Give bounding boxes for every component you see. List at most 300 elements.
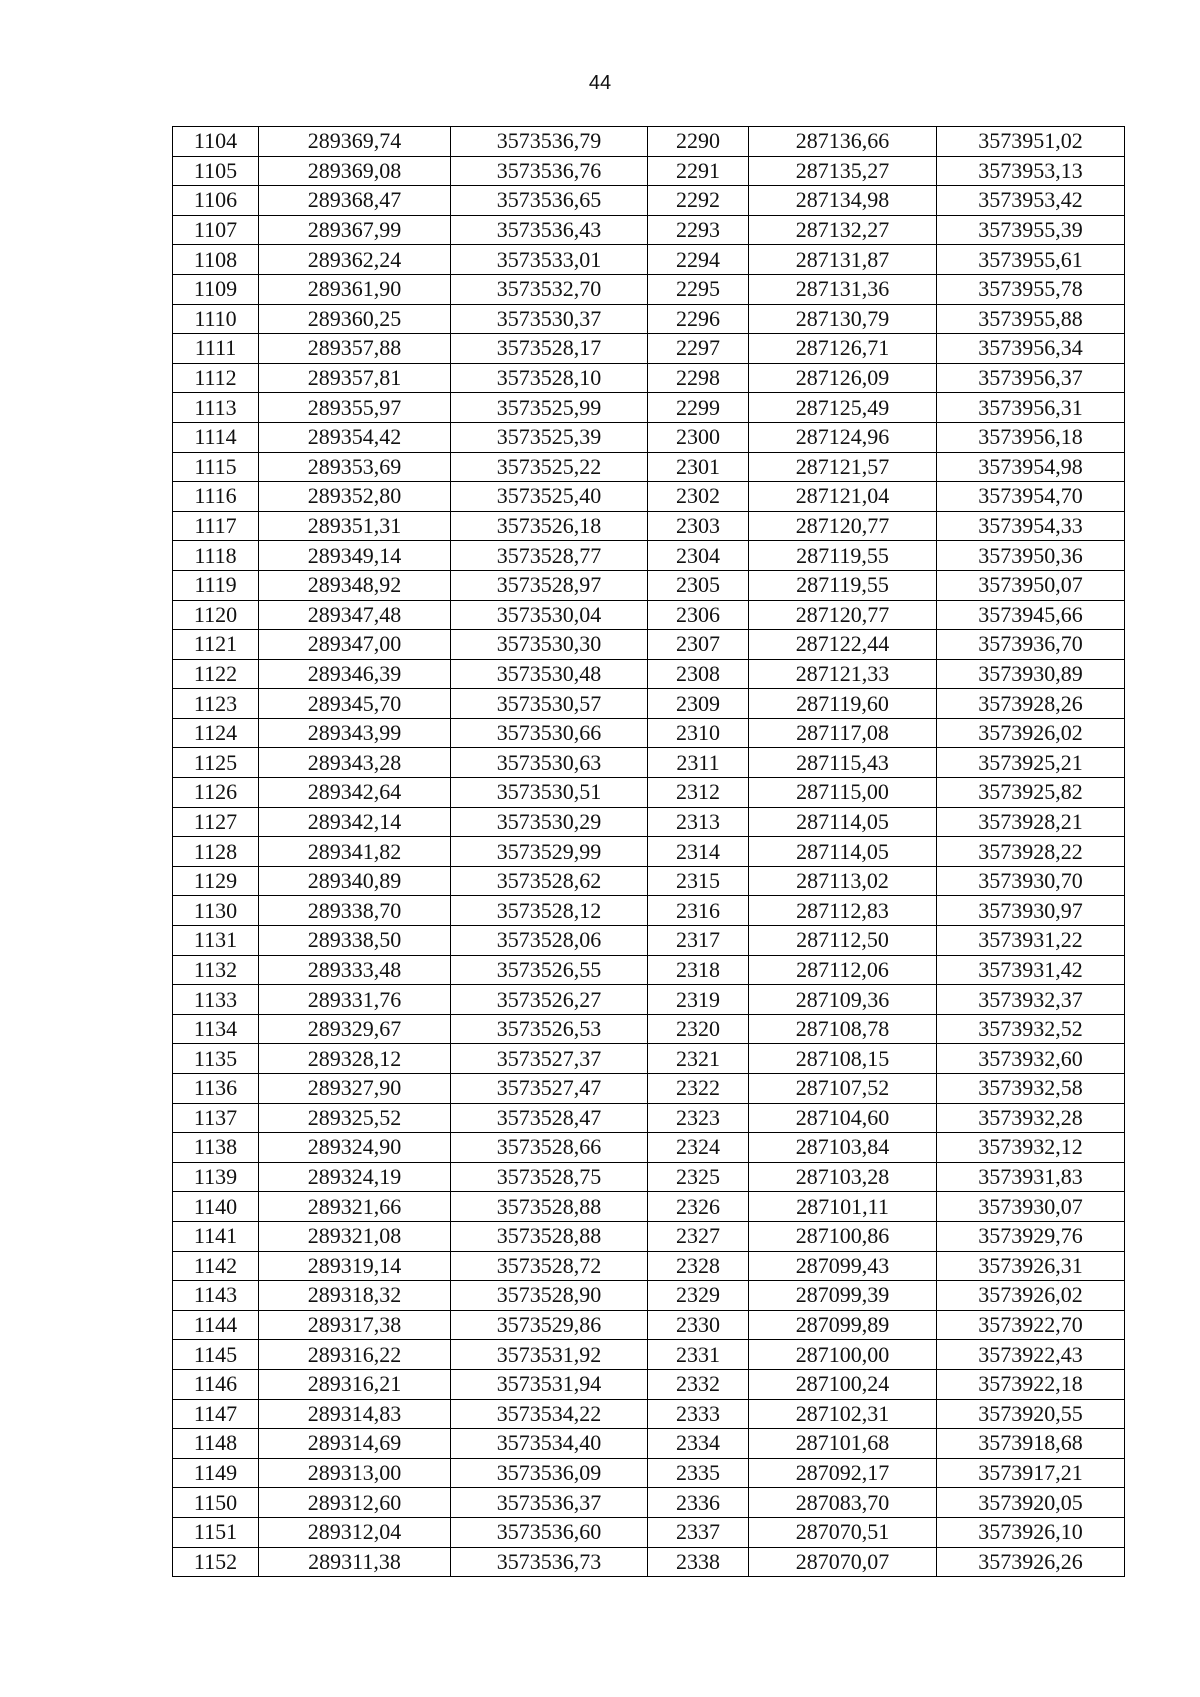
x-coordinate-cell: 287136,66 xyxy=(749,127,937,157)
x-coordinate-cell: 289368,47 xyxy=(259,186,451,216)
point-number-cell: 1138 xyxy=(173,1133,259,1163)
table-row xyxy=(173,1310,1125,1340)
y-coordinate-cell: 3573950,07 xyxy=(937,570,1125,600)
y-coordinate-cell: 3573526,53 xyxy=(451,1014,648,1044)
x-coordinate-cell: 289333,48 xyxy=(259,955,451,985)
point-number-cell: 1129 xyxy=(173,866,259,896)
point-number-cell: 1121 xyxy=(173,630,259,660)
x-coordinate-cell: 289328,12 xyxy=(259,1044,451,1074)
point-number-cell: 1110 xyxy=(173,304,259,334)
point-number-cell: 2330 xyxy=(648,1310,749,1340)
y-coordinate-cell: 3573536,76 xyxy=(451,156,648,186)
table-row xyxy=(173,1074,1125,1104)
y-coordinate-cell: 3573925,21 xyxy=(937,748,1125,778)
x-coordinate-cell: 287102,31 xyxy=(749,1399,937,1429)
table-row xyxy=(173,1399,1125,1429)
point-number-cell: 2313 xyxy=(648,807,749,837)
x-coordinate-cell: 287108,78 xyxy=(749,1014,937,1044)
x-coordinate-cell: 289361,90 xyxy=(259,274,451,304)
point-number-cell: 1104 xyxy=(173,127,259,157)
x-coordinate-cell: 287130,79 xyxy=(749,304,937,334)
y-coordinate-cell: 3573954,33 xyxy=(937,511,1125,541)
point-number-cell: 1143 xyxy=(173,1281,259,1311)
point-number-cell: 2338 xyxy=(648,1547,749,1577)
table-row xyxy=(173,245,1125,275)
point-number-cell: 2311 xyxy=(648,748,749,778)
y-coordinate-cell: 3573955,61 xyxy=(937,245,1125,275)
y-coordinate-cell: 3573536,73 xyxy=(451,1547,648,1577)
point-number-cell: 1111 xyxy=(173,334,259,364)
x-coordinate-cell: 287103,84 xyxy=(749,1133,937,1163)
x-coordinate-cell: 287120,77 xyxy=(749,600,937,630)
point-number-cell: 2290 xyxy=(648,127,749,157)
table-row xyxy=(173,1162,1125,1192)
table-row xyxy=(173,837,1125,867)
table-row xyxy=(173,807,1125,837)
x-coordinate-cell: 287131,36 xyxy=(749,274,937,304)
table-row xyxy=(173,778,1125,808)
table-row xyxy=(173,274,1125,304)
y-coordinate-cell: 3573536,37 xyxy=(451,1488,648,1518)
x-coordinate-cell: 289354,42 xyxy=(259,422,451,452)
table-row xyxy=(173,1429,1125,1459)
y-coordinate-cell: 3573956,31 xyxy=(937,393,1125,423)
y-coordinate-cell: 3573530,04 xyxy=(451,600,648,630)
point-number-cell: 2324 xyxy=(648,1133,749,1163)
point-number-cell: 2293 xyxy=(648,215,749,245)
point-number-cell: 1115 xyxy=(173,452,259,482)
y-coordinate-cell: 3573528,10 xyxy=(451,363,648,393)
point-number-cell: 2298 xyxy=(648,363,749,393)
x-coordinate-cell: 289348,92 xyxy=(259,570,451,600)
point-number-cell: 2323 xyxy=(648,1103,749,1133)
table-row xyxy=(173,985,1125,1015)
point-number-cell: 1142 xyxy=(173,1251,259,1281)
table-row xyxy=(173,570,1125,600)
point-number-cell: 2317 xyxy=(648,926,749,956)
table-row xyxy=(173,363,1125,393)
point-number-cell: 2307 xyxy=(648,630,749,660)
y-coordinate-cell: 3573525,99 xyxy=(451,393,648,423)
table-row xyxy=(173,926,1125,956)
x-coordinate-cell: 289317,38 xyxy=(259,1310,451,1340)
point-number-cell: 1124 xyxy=(173,718,259,748)
x-coordinate-cell: 289352,80 xyxy=(259,482,451,512)
y-coordinate-cell: 3573930,97 xyxy=(937,896,1125,926)
table-row xyxy=(173,1488,1125,1518)
y-coordinate-cell: 3573528,75 xyxy=(451,1162,648,1192)
coordinates-table-body xyxy=(173,127,1125,1577)
x-coordinate-cell: 289319,14 xyxy=(259,1251,451,1281)
point-number-cell: 2315 xyxy=(648,866,749,896)
point-number-cell: 2319 xyxy=(648,985,749,1015)
x-coordinate-cell: 289345,70 xyxy=(259,689,451,719)
y-coordinate-cell: 3573530,48 xyxy=(451,659,648,689)
y-coordinate-cell: 3573526,18 xyxy=(451,511,648,541)
point-number-cell: 2308 xyxy=(648,659,749,689)
y-coordinate-cell: 3573534,40 xyxy=(451,1429,648,1459)
x-coordinate-cell: 289312,60 xyxy=(259,1488,451,1518)
x-coordinate-cell: 289338,70 xyxy=(259,896,451,926)
table-row xyxy=(173,1547,1125,1577)
point-number-cell: 2325 xyxy=(648,1162,749,1192)
y-coordinate-cell: 3573917,21 xyxy=(937,1458,1125,1488)
y-coordinate-cell: 3573527,37 xyxy=(451,1044,648,1074)
x-coordinate-cell: 289351,31 xyxy=(259,511,451,541)
y-coordinate-cell: 3573955,88 xyxy=(937,304,1125,334)
point-number-cell: 1122 xyxy=(173,659,259,689)
x-coordinate-cell: 287101,68 xyxy=(749,1429,937,1459)
x-coordinate-cell: 287120,77 xyxy=(749,511,937,541)
table-row xyxy=(173,482,1125,512)
x-coordinate-cell: 287099,43 xyxy=(749,1251,937,1281)
table-row xyxy=(173,452,1125,482)
point-number-cell: 2306 xyxy=(648,600,749,630)
point-number-cell: 1146 xyxy=(173,1369,259,1399)
point-number-cell: 1120 xyxy=(173,600,259,630)
point-number-cell: 2303 xyxy=(648,511,749,541)
y-coordinate-cell: 3573528,77 xyxy=(451,541,648,571)
coordinates-table xyxy=(172,126,1125,1577)
point-number-cell: 2329 xyxy=(648,1281,749,1311)
point-number-cell: 2334 xyxy=(648,1429,749,1459)
x-coordinate-cell: 287109,36 xyxy=(749,985,937,1015)
point-number-cell: 1133 xyxy=(173,985,259,1015)
table-row xyxy=(173,718,1125,748)
y-coordinate-cell: 3573530,51 xyxy=(451,778,648,808)
y-coordinate-cell: 3573926,26 xyxy=(937,1547,1125,1577)
x-coordinate-cell: 287122,44 xyxy=(749,630,937,660)
point-number-cell: 1108 xyxy=(173,245,259,275)
point-number-cell: 2291 xyxy=(648,156,749,186)
point-number-cell: 1125 xyxy=(173,748,259,778)
table-row xyxy=(173,1044,1125,1074)
x-coordinate-cell: 287121,57 xyxy=(749,452,937,482)
point-number-cell: 2331 xyxy=(648,1340,749,1370)
y-coordinate-cell: 3573922,43 xyxy=(937,1340,1125,1370)
point-number-cell: 1128 xyxy=(173,837,259,867)
x-coordinate-cell: 289325,52 xyxy=(259,1103,451,1133)
y-coordinate-cell: 3573928,22 xyxy=(937,837,1125,867)
y-coordinate-cell: 3573536,09 xyxy=(451,1458,648,1488)
x-coordinate-cell: 289357,88 xyxy=(259,334,451,364)
y-coordinate-cell: 3573950,36 xyxy=(937,541,1125,571)
y-coordinate-cell: 3573528,47 xyxy=(451,1103,648,1133)
point-number-cell: 1145 xyxy=(173,1340,259,1370)
point-number-cell: 1118 xyxy=(173,541,259,571)
point-number-cell: 1105 xyxy=(173,156,259,186)
point-number-cell: 1119 xyxy=(173,570,259,600)
table-row xyxy=(173,1221,1125,1251)
y-coordinate-cell: 3573530,29 xyxy=(451,807,648,837)
point-number-cell: 1135 xyxy=(173,1044,259,1074)
y-coordinate-cell: 3573529,86 xyxy=(451,1310,648,1340)
x-coordinate-cell: 287119,60 xyxy=(749,689,937,719)
y-coordinate-cell: 3573932,12 xyxy=(937,1133,1125,1163)
y-coordinate-cell: 3573926,10 xyxy=(937,1517,1125,1547)
x-coordinate-cell: 287099,89 xyxy=(749,1310,937,1340)
point-number-cell: 1137 xyxy=(173,1103,259,1133)
table-row xyxy=(173,1517,1125,1547)
table-row xyxy=(173,422,1125,452)
x-coordinate-cell: 289347,48 xyxy=(259,600,451,630)
point-number-cell: 1144 xyxy=(173,1310,259,1340)
x-coordinate-cell: 289346,39 xyxy=(259,659,451,689)
y-coordinate-cell: 3573536,43 xyxy=(451,215,648,245)
point-number-cell: 2328 xyxy=(648,1251,749,1281)
y-coordinate-cell: 3573932,60 xyxy=(937,1044,1125,1074)
point-number-cell: 2332 xyxy=(648,1369,749,1399)
y-coordinate-cell: 3573528,17 xyxy=(451,334,648,364)
x-coordinate-cell: 289312,04 xyxy=(259,1517,451,1547)
x-coordinate-cell: 289340,89 xyxy=(259,866,451,896)
x-coordinate-cell: 287132,27 xyxy=(749,215,937,245)
point-number-cell: 1150 xyxy=(173,1488,259,1518)
point-number-cell: 2309 xyxy=(648,689,749,719)
point-number-cell: 2300 xyxy=(648,422,749,452)
y-coordinate-cell: 3573928,21 xyxy=(937,807,1125,837)
point-number-cell: 2301 xyxy=(648,452,749,482)
point-number-cell: 1131 xyxy=(173,926,259,956)
y-coordinate-cell: 3573531,92 xyxy=(451,1340,648,1370)
y-coordinate-cell: 3573525,39 xyxy=(451,422,648,452)
point-number-cell: 2321 xyxy=(648,1044,749,1074)
x-coordinate-cell: 287114,05 xyxy=(749,807,937,837)
point-number-cell: 2322 xyxy=(648,1074,749,1104)
table-row xyxy=(173,1133,1125,1163)
y-coordinate-cell: 3573530,30 xyxy=(451,630,648,660)
x-coordinate-cell: 287092,17 xyxy=(749,1458,937,1488)
point-number-cell: 1113 xyxy=(173,393,259,423)
x-coordinate-cell: 289342,14 xyxy=(259,807,451,837)
x-coordinate-cell: 287131,87 xyxy=(749,245,937,275)
y-coordinate-cell: 3573528,90 xyxy=(451,1281,648,1311)
y-coordinate-cell: 3573529,99 xyxy=(451,837,648,867)
x-coordinate-cell: 289313,00 xyxy=(259,1458,451,1488)
point-number-cell: 1109 xyxy=(173,274,259,304)
point-number-cell: 2304 xyxy=(648,541,749,571)
x-coordinate-cell: 287112,83 xyxy=(749,896,937,926)
point-number-cell: 1107 xyxy=(173,215,259,245)
point-number-cell: 1136 xyxy=(173,1074,259,1104)
y-coordinate-cell: 3573925,82 xyxy=(937,778,1125,808)
table-row xyxy=(173,1251,1125,1281)
point-number-cell: 2296 xyxy=(648,304,749,334)
table-row xyxy=(173,748,1125,778)
y-coordinate-cell: 3573926,02 xyxy=(937,1281,1125,1311)
point-number-cell: 1140 xyxy=(173,1192,259,1222)
y-coordinate-cell: 3573532,70 xyxy=(451,274,648,304)
x-coordinate-cell: 287121,04 xyxy=(749,482,937,512)
x-coordinate-cell: 287119,55 xyxy=(749,570,937,600)
x-coordinate-cell: 287115,00 xyxy=(749,778,937,808)
point-number-cell: 1106 xyxy=(173,186,259,216)
y-coordinate-cell: 3573531,94 xyxy=(451,1369,648,1399)
x-coordinate-cell: 289353,69 xyxy=(259,452,451,482)
y-coordinate-cell: 3573929,76 xyxy=(937,1221,1125,1251)
point-number-cell: 1127 xyxy=(173,807,259,837)
table-row xyxy=(173,689,1125,719)
y-coordinate-cell: 3573932,28 xyxy=(937,1103,1125,1133)
y-coordinate-cell: 3573955,78 xyxy=(937,274,1125,304)
x-coordinate-cell: 287101,11 xyxy=(749,1192,937,1222)
point-number-cell: 2295 xyxy=(648,274,749,304)
table-row xyxy=(173,186,1125,216)
point-number-cell: 1149 xyxy=(173,1458,259,1488)
x-coordinate-cell: 287124,96 xyxy=(749,422,937,452)
x-coordinate-cell: 289367,99 xyxy=(259,215,451,245)
x-coordinate-cell: 287121,33 xyxy=(749,659,937,689)
x-coordinate-cell: 289316,21 xyxy=(259,1369,451,1399)
x-coordinate-cell: 289342,64 xyxy=(259,778,451,808)
y-coordinate-cell: 3573525,40 xyxy=(451,482,648,512)
y-coordinate-cell: 3573956,34 xyxy=(937,334,1125,364)
point-number-cell: 2297 xyxy=(648,334,749,364)
y-coordinate-cell: 3573536,60 xyxy=(451,1517,648,1547)
table-row xyxy=(173,334,1125,364)
y-coordinate-cell: 3573526,55 xyxy=(451,955,648,985)
point-number-cell: 1117 xyxy=(173,511,259,541)
x-coordinate-cell: 287115,43 xyxy=(749,748,937,778)
y-coordinate-cell: 3573528,12 xyxy=(451,896,648,926)
x-coordinate-cell: 289329,67 xyxy=(259,1014,451,1044)
x-coordinate-cell: 287112,50 xyxy=(749,926,937,956)
y-coordinate-cell: 3573956,18 xyxy=(937,422,1125,452)
x-coordinate-cell: 287125,49 xyxy=(749,393,937,423)
point-number-cell: 2327 xyxy=(648,1221,749,1251)
point-number-cell: 2316 xyxy=(648,896,749,926)
y-coordinate-cell: 3573533,01 xyxy=(451,245,648,275)
y-coordinate-cell: 3573530,63 xyxy=(451,748,648,778)
x-coordinate-cell: 287103,28 xyxy=(749,1162,937,1192)
x-coordinate-cell: 287117,08 xyxy=(749,718,937,748)
x-coordinate-cell: 287114,05 xyxy=(749,837,937,867)
table-row xyxy=(173,659,1125,689)
table-row xyxy=(173,1458,1125,1488)
y-coordinate-cell: 3573526,27 xyxy=(451,985,648,1015)
table-row xyxy=(173,600,1125,630)
x-coordinate-cell: 287126,09 xyxy=(749,363,937,393)
point-number-cell: 2333 xyxy=(648,1399,749,1429)
x-coordinate-cell: 287070,51 xyxy=(749,1517,937,1547)
table-row xyxy=(173,511,1125,541)
table-row xyxy=(173,1369,1125,1399)
x-coordinate-cell: 289343,28 xyxy=(259,748,451,778)
x-coordinate-cell: 289369,08 xyxy=(259,156,451,186)
point-number-cell: 1123 xyxy=(173,689,259,719)
table-row xyxy=(173,1340,1125,1370)
table-row xyxy=(173,393,1125,423)
table-row xyxy=(173,215,1125,245)
point-number-cell: 1132 xyxy=(173,955,259,985)
y-coordinate-cell: 3573931,83 xyxy=(937,1162,1125,1192)
y-coordinate-cell: 3573956,37 xyxy=(937,363,1125,393)
x-coordinate-cell: 289314,83 xyxy=(259,1399,451,1429)
x-coordinate-cell: 289311,38 xyxy=(259,1547,451,1577)
y-coordinate-cell: 3573530,57 xyxy=(451,689,648,719)
x-coordinate-cell: 289357,81 xyxy=(259,363,451,393)
table-row xyxy=(173,156,1125,186)
y-coordinate-cell: 3573528,06 xyxy=(451,926,648,956)
x-coordinate-cell: 287100,00 xyxy=(749,1340,937,1370)
y-coordinate-cell: 3573922,18 xyxy=(937,1369,1125,1399)
x-coordinate-cell: 287126,71 xyxy=(749,334,937,364)
y-coordinate-cell: 3573930,89 xyxy=(937,659,1125,689)
x-coordinate-cell: 287108,15 xyxy=(749,1044,937,1074)
x-coordinate-cell: 289369,74 xyxy=(259,127,451,157)
x-coordinate-cell: 287112,06 xyxy=(749,955,937,985)
x-coordinate-cell: 289362,24 xyxy=(259,245,451,275)
point-number-cell: 2292 xyxy=(648,186,749,216)
y-coordinate-cell: 3573530,66 xyxy=(451,718,648,748)
x-coordinate-cell: 289338,50 xyxy=(259,926,451,956)
y-coordinate-cell: 3573536,65 xyxy=(451,186,648,216)
y-coordinate-cell: 3573954,70 xyxy=(937,482,1125,512)
point-number-cell: 2294 xyxy=(648,245,749,275)
point-number-cell: 2318 xyxy=(648,955,749,985)
y-coordinate-cell: 3573525,22 xyxy=(451,452,648,482)
y-coordinate-cell: 3573945,66 xyxy=(937,600,1125,630)
point-number-cell: 2314 xyxy=(648,837,749,867)
x-coordinate-cell: 289331,76 xyxy=(259,985,451,1015)
table-row xyxy=(173,304,1125,334)
x-coordinate-cell: 287104,60 xyxy=(749,1103,937,1133)
point-number-cell: 2299 xyxy=(648,393,749,423)
y-coordinate-cell: 3573534,22 xyxy=(451,1399,648,1429)
point-number-cell: 1151 xyxy=(173,1517,259,1547)
x-coordinate-cell: 289324,19 xyxy=(259,1162,451,1192)
point-number-cell: 1134 xyxy=(173,1014,259,1044)
x-coordinate-cell: 287107,52 xyxy=(749,1074,937,1104)
y-coordinate-cell: 3573932,52 xyxy=(937,1014,1125,1044)
y-coordinate-cell: 3573953,42 xyxy=(937,186,1125,216)
table-row xyxy=(173,630,1125,660)
y-coordinate-cell: 3573955,39 xyxy=(937,215,1125,245)
x-coordinate-cell: 289343,99 xyxy=(259,718,451,748)
point-number-cell: 2326 xyxy=(648,1192,749,1222)
x-coordinate-cell: 287113,02 xyxy=(749,866,937,896)
y-coordinate-cell: 3573930,70 xyxy=(937,866,1125,896)
table-row xyxy=(173,541,1125,571)
y-coordinate-cell: 3573530,37 xyxy=(451,304,648,334)
point-number-cell: 1152 xyxy=(173,1547,259,1577)
table-row xyxy=(173,1281,1125,1311)
point-number-cell: 2336 xyxy=(648,1488,749,1518)
x-coordinate-cell: 287100,24 xyxy=(749,1369,937,1399)
point-number-cell: 1139 xyxy=(173,1162,259,1192)
point-number-cell: 2305 xyxy=(648,570,749,600)
x-coordinate-cell: 287070,07 xyxy=(749,1547,937,1577)
y-coordinate-cell: 3573930,07 xyxy=(937,1192,1125,1222)
y-coordinate-cell: 3573528,88 xyxy=(451,1192,648,1222)
y-coordinate-cell: 3573928,26 xyxy=(937,689,1125,719)
x-coordinate-cell: 289349,14 xyxy=(259,541,451,571)
y-coordinate-cell: 3573936,70 xyxy=(937,630,1125,660)
x-coordinate-cell: 287083,70 xyxy=(749,1488,937,1518)
table-row xyxy=(173,955,1125,985)
x-coordinate-cell: 289318,32 xyxy=(259,1281,451,1311)
y-coordinate-cell: 3573920,05 xyxy=(937,1488,1125,1518)
x-coordinate-cell: 289341,82 xyxy=(259,837,451,867)
point-number-cell: 2335 xyxy=(648,1458,749,1488)
y-coordinate-cell: 3573528,72 xyxy=(451,1251,648,1281)
point-number-cell: 2337 xyxy=(648,1517,749,1547)
point-number-cell: 1147 xyxy=(173,1399,259,1429)
point-number-cell: 2310 xyxy=(648,718,749,748)
point-number-cell: 2320 xyxy=(648,1014,749,1044)
point-number-cell: 1126 xyxy=(173,778,259,808)
x-coordinate-cell: 287099,39 xyxy=(749,1281,937,1311)
